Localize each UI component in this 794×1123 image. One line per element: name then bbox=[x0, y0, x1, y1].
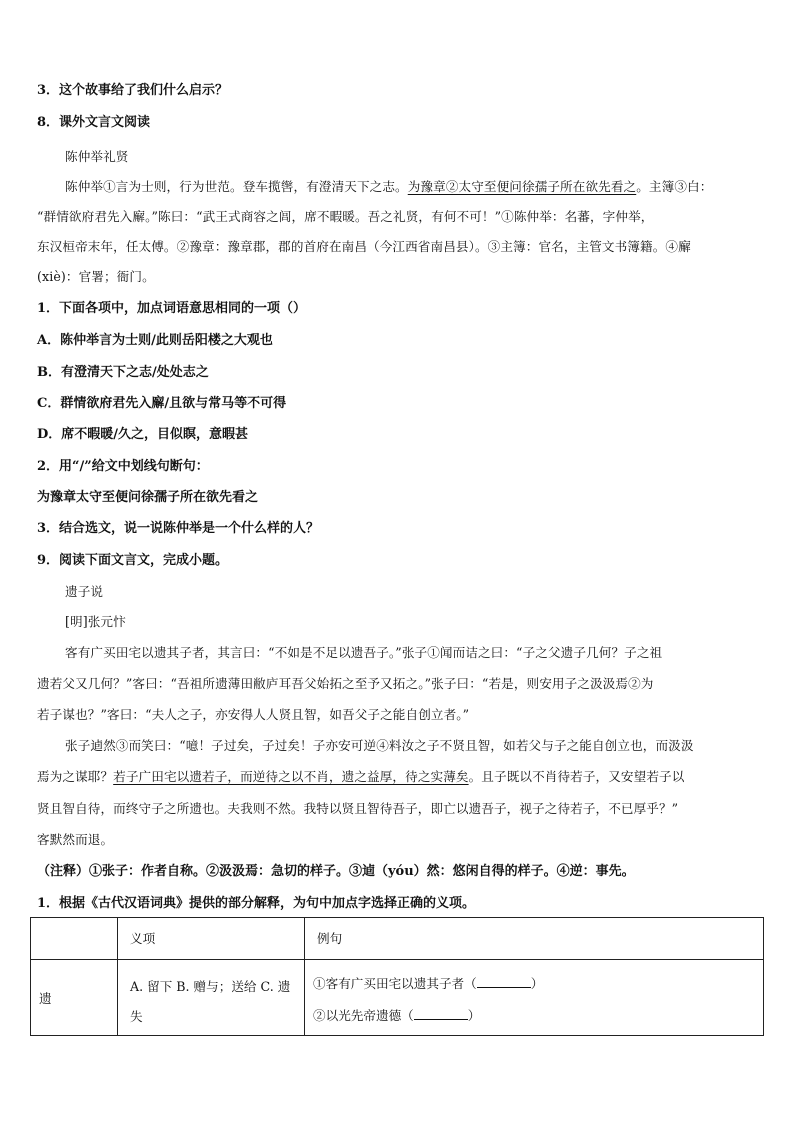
option-c: C．群情欲府君先入廨/且欲与常马等不可得 bbox=[37, 396, 287, 411]
passage-line: 若子谋也？”客曰：“夫人之子，亦安得人人贤且智，如吾父子之能自创立者。” bbox=[37, 707, 470, 722]
passage-line: 客默然而退。 bbox=[37, 832, 114, 847]
examples-list bbox=[305, 960, 763, 1032]
sub-question: 2．用“/”给文中划线句断句： bbox=[37, 459, 209, 474]
question-item: 3．这个故事给了我们什么启示？ bbox=[37, 83, 229, 98]
meanings-list bbox=[118, 960, 304, 1032]
example-text: ） bbox=[530, 976, 544, 991]
annotation-note: （注释）①张子：作者自称。②汲汲焉：急切的样子。③逌（yóu）然：悠闲自得的样子。④逆：事先。 bbox=[37, 864, 635, 879]
passage-text: 陈仲举①言为士则，行为世范。登车揽辔，有澄清天下之志。 bbox=[65, 179, 408, 194]
passage-title: 陈仲举礼贤 bbox=[65, 149, 129, 164]
header-meaning: 义项 bbox=[130, 931, 156, 946]
meanings-cell bbox=[118, 960, 305, 1036]
meanings-line: A. 留下 B. 赠与；送给 C. 遗 bbox=[130, 979, 291, 994]
passage-line: “群情欲府君先入廨。”陈曰：“武王式商容之闾，席不暇暖。吾之礼贤，有何不可！”①陈仲举：名蕃，字仲举， bbox=[37, 209, 654, 224]
answer-blank[interactable] bbox=[414, 1007, 468, 1020]
passage-text: 。且子既以不肖待若子，又安望若子以 bbox=[468, 769, 685, 784]
word-cell bbox=[31, 960, 118, 1036]
target-word: 遗 bbox=[39, 991, 52, 1006]
passage-line: 贤且智自待，而终守子之所遗也。夫我则不然。我特以贤且智待吾子，即亡以遗吾子，视子之待若子，不已厚乎？” bbox=[37, 801, 679, 816]
meanings-line: 失 bbox=[130, 1009, 143, 1024]
answer-blank[interactable] bbox=[477, 975, 531, 988]
underlined-sentence: 若子广田宅以遗若子，而逆待之以不肖，遗之益厚，待之实薄矣 bbox=[113, 769, 469, 784]
sub-question: 1．下面各项中，加点词语意思相同的一项（） bbox=[37, 301, 307, 316]
passage-author: [明]张元忭 bbox=[65, 614, 126, 629]
example-item bbox=[313, 1000, 751, 1032]
passage-text: 焉为之谋耶？ bbox=[37, 769, 114, 784]
example-text: ②以光先帝遗德（ bbox=[313, 1008, 414, 1023]
passage-line: 张子逌然③而笑曰：“噫！子过矣，子过矣！子亦安可逆④料汝之子不贤且智，如若父与子之能自创立也，而汲汲 bbox=[65, 738, 694, 753]
table-row bbox=[31, 960, 764, 1036]
meaning-table bbox=[30, 917, 764, 1036]
passage-text: 。主簿③白： bbox=[636, 179, 713, 194]
example-item bbox=[313, 968, 751, 1000]
examples-cell bbox=[305, 960, 764, 1036]
question-header: 9．阅读下面文言文，完成小题。 bbox=[37, 553, 229, 568]
option-d: D．席不暇暖/久之，目似瞑，意暇甚 bbox=[37, 427, 249, 442]
table-header-cell bbox=[118, 918, 305, 960]
option-b: B．有澄清天下之志/处处志之 bbox=[37, 365, 209, 380]
table-header-cell bbox=[305, 918, 764, 960]
example-text: ①客有广买田宅以遗其子者（ bbox=[313, 976, 477, 991]
question-header: 8．课外文言文阅读 bbox=[37, 115, 151, 130]
passage-line: 客有广买田宅以遗其子者，其言曰：“不如是不足以遗吾子。”张子①闻而诘之曰：“子之父遗子几何？子之祖 bbox=[65, 645, 663, 660]
table-header-cell bbox=[31, 918, 118, 960]
sub-question: 1．根据《古代汉语词典》提供的部分解释，为句中加点字选择正确的义项。 bbox=[37, 896, 476, 911]
passage-line: 东汉桓帝末年，任太傅。②豫章：豫章郡，郡的首府在南昌（今江西省南昌县）。③主簿：官名，主管文书簿籍。④廨 bbox=[37, 239, 691, 254]
passage-line: 遗若父又几何？”客曰：“吾祖所遗薄田敝庐耳吾父始拓之至予又拓之。”张子曰：“若是，则安用子之汲汲焉②为 bbox=[37, 676, 654, 691]
passage-line: (xiè)：官署；衙门。 bbox=[37, 269, 155, 284]
option-a: A．陈仲举言为士则/此则岳阳楼之大观也 bbox=[37, 333, 273, 348]
passage-line bbox=[37, 768, 767, 786]
table-header-row bbox=[31, 918, 764, 960]
sub-question: 3．结合选文，说一说陈仲举是一个什么样的人？ bbox=[37, 521, 320, 536]
header-example: 例句 bbox=[317, 931, 343, 946]
sentence-to-punctuate: 为豫章太守至便问徐孺子所在欲先看之 bbox=[37, 490, 259, 505]
passage-title: 遗子说 bbox=[65, 584, 104, 599]
example-text: ） bbox=[467, 1008, 481, 1023]
underlined-sentence: 为豫章②太守至便问徐孺子所在欲先看之 bbox=[407, 179, 637, 194]
passage-line bbox=[65, 178, 794, 196]
